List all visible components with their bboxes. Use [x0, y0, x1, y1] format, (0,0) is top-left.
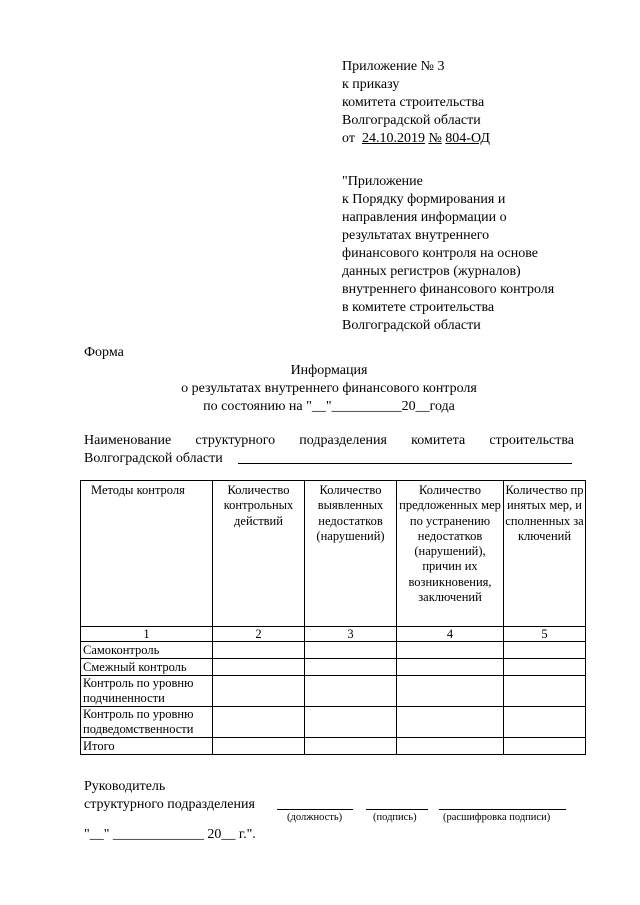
caption-decoding: (расшифровка подписи) [443, 812, 551, 823]
header-accepted-measures: Количество принятых мер, исполненных заключений [504, 481, 586, 627]
column-number: 4 [397, 627, 504, 642]
row-label: Итого [81, 738, 213, 755]
table-cell [305, 642, 397, 659]
table-cell [213, 707, 305, 738]
caption-signature: (подпись) [373, 812, 417, 823]
table-row [81, 676, 586, 707]
table-cell [213, 642, 305, 659]
header-proposed-measures: Количество предложенных мер по устранению недостатков (нарушений), причин их возникновения, заключений [397, 481, 504, 627]
document-title [0, 362, 640, 416]
quoted-line: результатах внутреннего [342, 228, 490, 243]
order-reference: к приказу [342, 77, 400, 92]
column-number: 1 [81, 627, 213, 642]
table-row [81, 642, 586, 659]
table-cell [504, 738, 586, 755]
row-label: Самоконтроль [81, 642, 213, 659]
decoding-fill-line [439, 809, 566, 810]
title-line-3: по состоянию на "__"__________20__года [203, 399, 455, 414]
form-label: Форма [84, 345, 124, 360]
table-cell [213, 676, 305, 707]
column-number: 2 [213, 627, 305, 642]
table-cell [504, 676, 586, 707]
title-line-2: о результатах внутреннего финансового контроля [181, 381, 477, 396]
order-date-line [342, 130, 490, 148]
region-name: Волгоградской области [342, 113, 481, 128]
header-control-actions: Количество контрольных действий [213, 481, 305, 627]
signature-title-line-1: Руководитель [84, 779, 166, 794]
table-cell [305, 707, 397, 738]
row-label: Смежный контроль [81, 659, 213, 676]
header-deficiencies: Количество выявленных недостатков (нарушений) [305, 481, 397, 627]
unit-name-line-2: Волгоградской области [84, 451, 223, 466]
quoted-line: внутреннего финансового контроля [342, 282, 555, 297]
quoted-line: к Порядку формирования и [342, 192, 506, 207]
position-fill-line [277, 809, 353, 810]
control-methods-table [80, 480, 586, 755]
table-cell [213, 738, 305, 755]
table-row-total [81, 738, 586, 755]
quoted-line: финансового контроля на основе [342, 246, 538, 261]
signature-fill-line [366, 809, 428, 810]
number-prefix: № [428, 131, 442, 146]
column-number: 5 [504, 627, 586, 642]
order-number: 804-ОД [445, 131, 490, 146]
table-row [81, 707, 586, 738]
quoted-appendix [342, 173, 554, 335]
unit-name-line-1: Наименование структурного подразделения комитета строительства [84, 433, 574, 448]
table-cell [397, 642, 504, 659]
row-label: Контроль по уровню подведомственности [81, 707, 213, 738]
signature-date-line: "__" _____________ 20__ г.". [84, 827, 256, 842]
quoted-line: данных регистров (журналов) [342, 264, 521, 279]
title-line-1: Информация [290, 363, 368, 378]
column-number: 3 [305, 627, 397, 642]
date-prefix: от [342, 131, 355, 146]
table-cell [397, 676, 504, 707]
header-methods: Методы контроля [81, 481, 213, 627]
table-cell [397, 738, 504, 755]
committee-name: комитета строительства [342, 95, 485, 110]
appendix-header [342, 58, 490, 148]
table-header-row [81, 481, 586, 627]
table-row-numbers [81, 627, 586, 642]
table-row [81, 659, 586, 676]
appendix-number: Приложение № 3 [342, 59, 445, 74]
table-cell [305, 738, 397, 755]
row-label: Контроль по уровню подчиненности [81, 676, 213, 707]
quoted-line: в комитете строительства [342, 300, 495, 315]
table-cell [504, 659, 586, 676]
table-cell [397, 707, 504, 738]
table-cell [397, 659, 504, 676]
signature-title-line-2: структурного подразделения [84, 797, 255, 812]
table-cell [504, 707, 586, 738]
table-cell [305, 659, 397, 676]
table-cell [504, 642, 586, 659]
table-cell [305, 676, 397, 707]
quoted-line: Волгоградской области [342, 318, 481, 333]
table-cell [213, 659, 305, 676]
quoted-line: "Приложение [342, 174, 423, 189]
quoted-line: направления информации о [342, 210, 507, 225]
caption-position: (должность) [287, 812, 343, 823]
unit-name-fill-line [238, 463, 572, 464]
order-date: 24.10.2019 [361, 131, 425, 146]
